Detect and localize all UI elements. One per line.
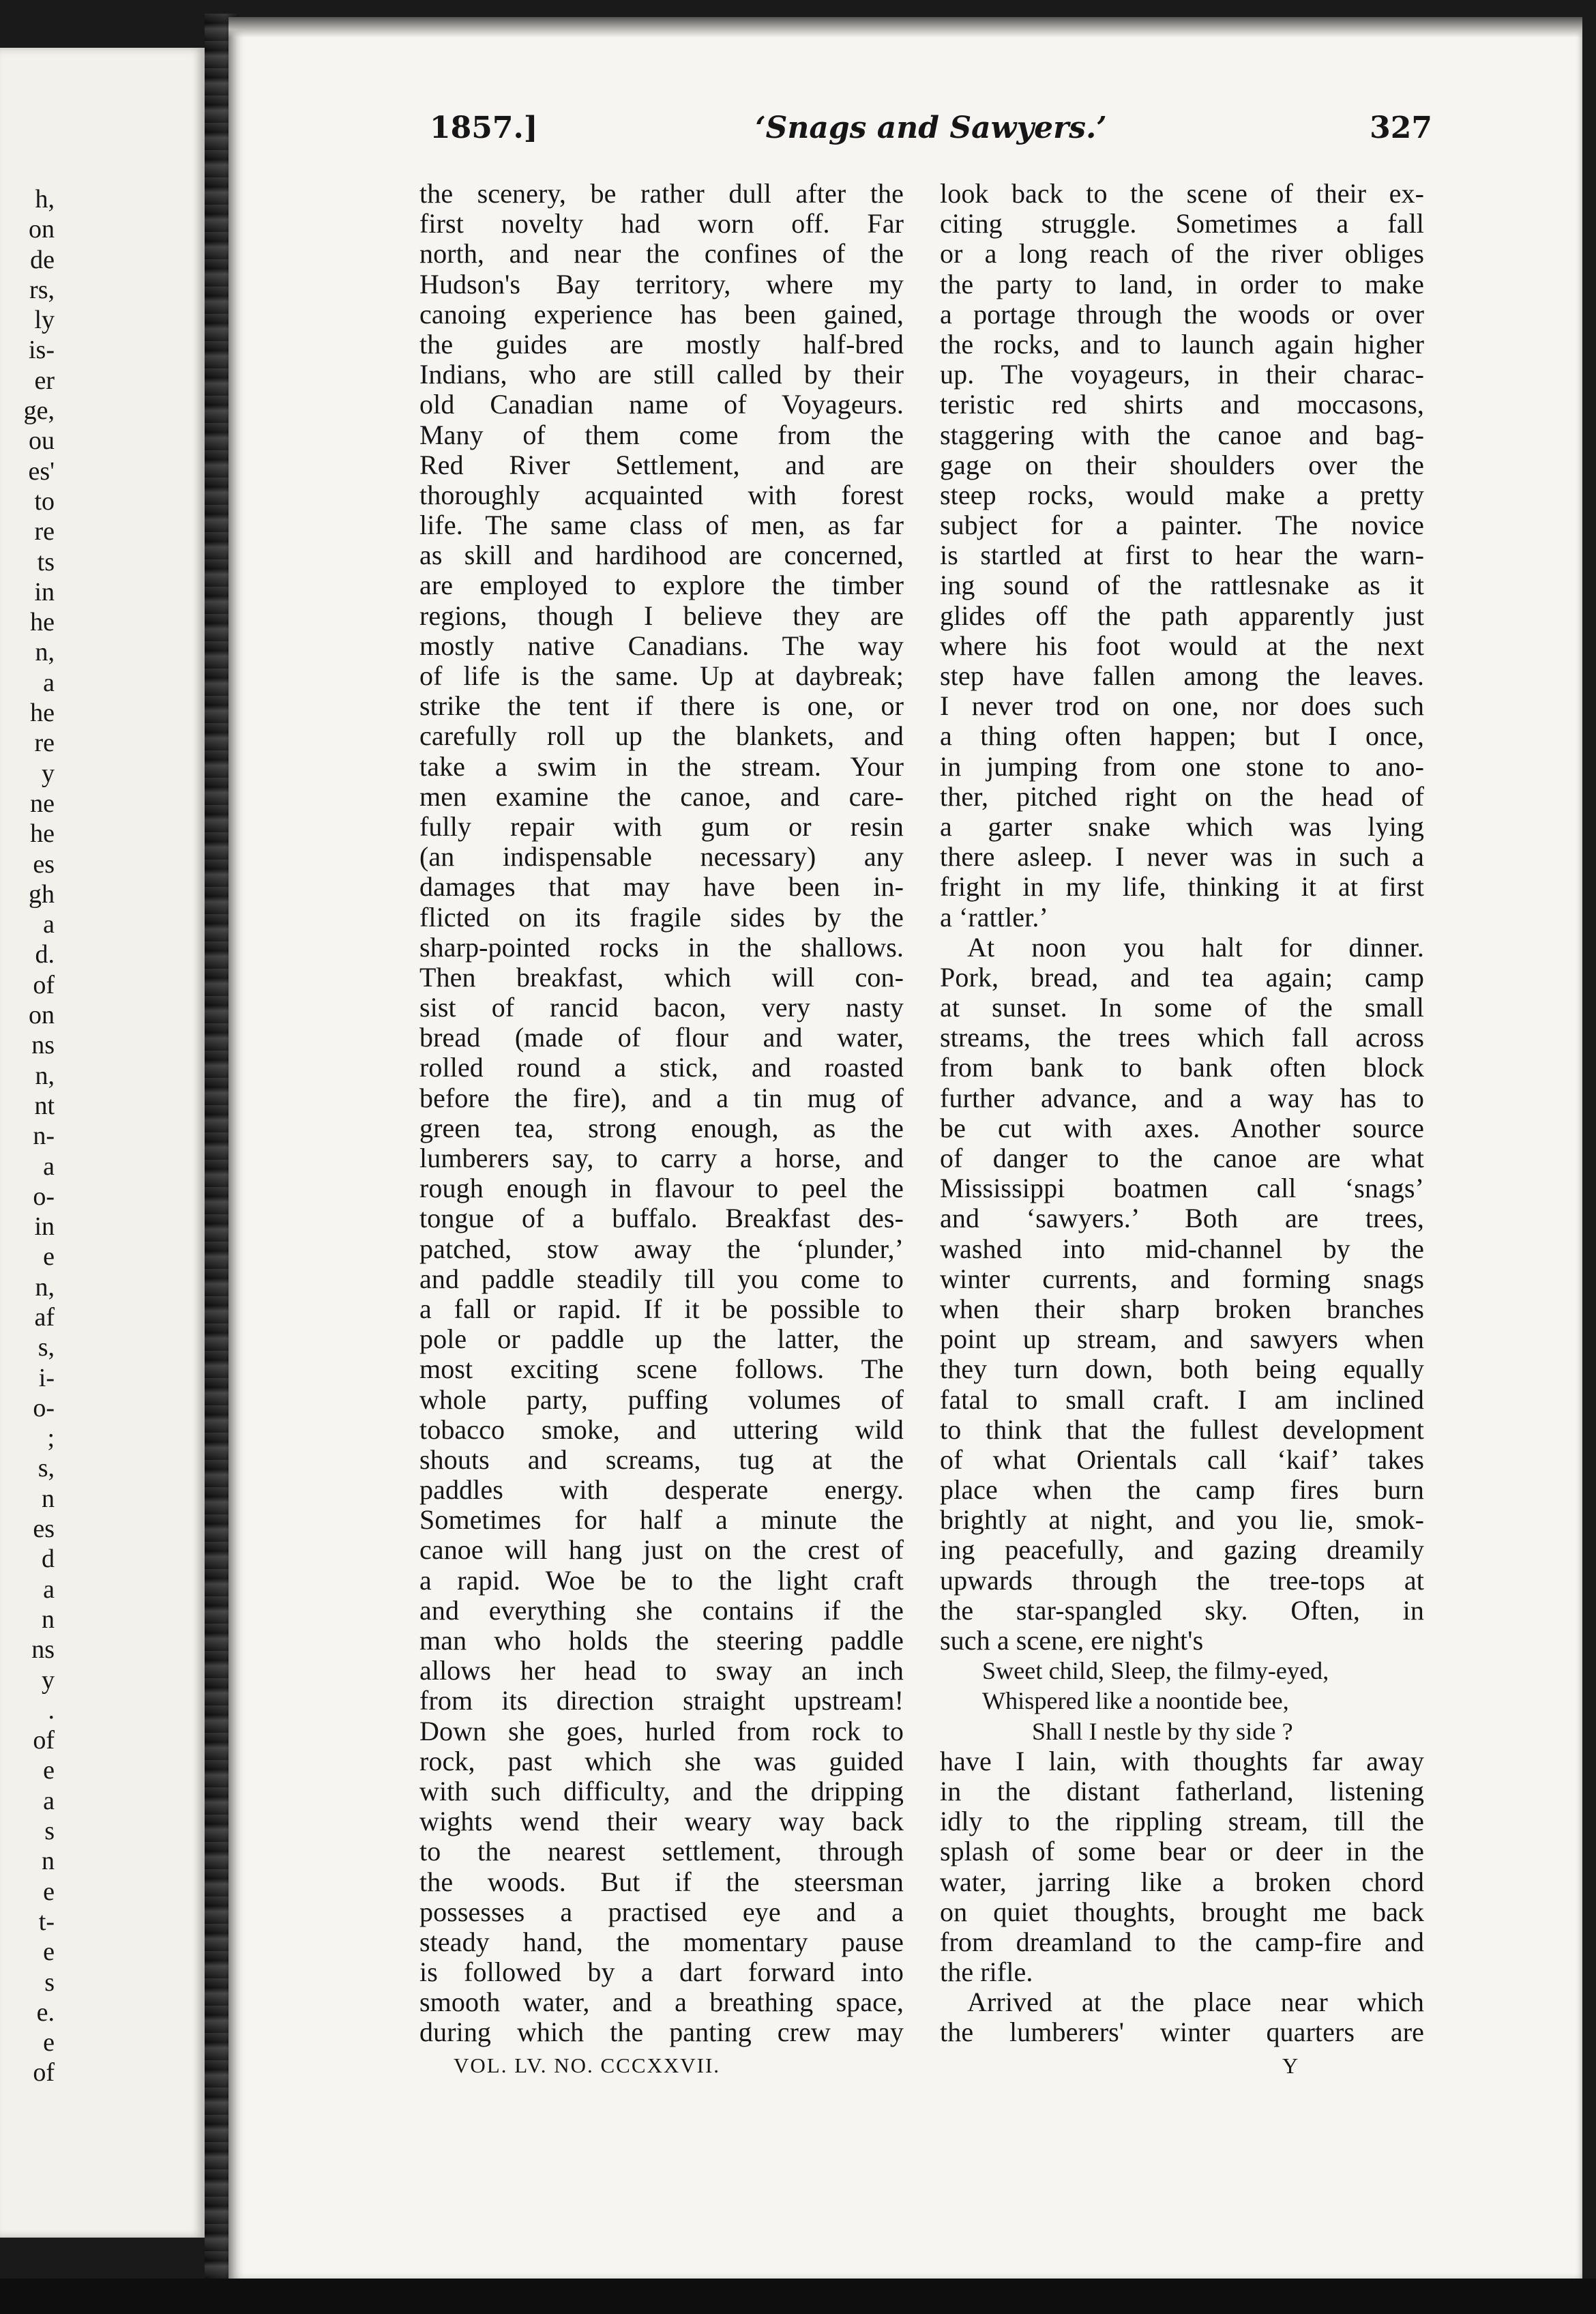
text-line: tobacco smoke, and uttering wild: [419, 1414, 904, 1445]
text-line: where his foot would at the next: [940, 630, 1424, 661]
text-line: fully repair with gum or resin: [419, 810, 904, 842]
text-line: teristic red shirts and moccasons,: [940, 389, 1424, 420]
text-line: rock, past which she was guided: [419, 1745, 904, 1776]
text-line: Pork, bread, and tea again; camp: [940, 961, 1424, 993]
text-line: most exciting scene follows. The: [419, 1353, 904, 1385]
previous-page-fragment: a: [43, 1786, 55, 1815]
text-line: winter currents, and forming snags: [940, 1263, 1424, 1294]
text-line: during which the panting crew may: [419, 2017, 904, 2048]
previous-page-fragment: nt: [34, 1091, 55, 1120]
previous-page-fragment: n,: [35, 1272, 55, 1302]
previous-page-edge: [0, 48, 205, 2238]
text-line: Shall I nestle by thy side ?: [1032, 1717, 1293, 1745]
text-line: to think that the fullest development: [940, 1414, 1424, 1445]
previous-page-fragment: in: [34, 577, 55, 606]
previous-page-fragment: ge,: [23, 396, 55, 426]
previous-page-fragment: y: [42, 1665, 55, 1695]
text-line: patched, stow away the ‘plunder,’: [419, 1233, 904, 1264]
text-line: in jumping from one stone to ano-: [940, 750, 1424, 782]
right-column: [940, 179, 1424, 2048]
previous-page-fragment: t-: [38, 1907, 55, 1936]
previous-page-fragment: ou: [29, 426, 55, 456]
text-line: men examine the canoe, and care-: [419, 780, 904, 812]
text-line: whole party, puffing volumes of: [419, 1383, 904, 1415]
previous-page-text-fragments: [0, 184, 55, 2088]
previous-page-fragment: ;: [47, 1424, 55, 1453]
text-line: paddles with desperate energy.: [419, 1474, 904, 1506]
text-line: and ‘sawyers.’ Both are trees,: [940, 1203, 1424, 1234]
text-line: Arrived at the place near which: [967, 1987, 1424, 2018]
previous-page-fragment: de: [30, 245, 55, 274]
text-line: a rapid. Woe be to the light craft: [419, 1564, 904, 1596]
text-line: Sweet child, Sleep, the filmy-eyed,: [982, 1657, 1329, 1685]
text-line: life. The same class of men, as far: [419, 510, 904, 541]
text-line: north, and near the confines of the: [419, 238, 904, 269]
text-line: the woods. But if the steersman: [419, 1866, 904, 1897]
previous-page-fragment: he: [30, 819, 55, 849]
previous-page-fragment: re: [34, 517, 55, 546]
text-line: staggering with the canoe and bag-: [940, 419, 1424, 450]
page-top-edge: [228, 17, 1582, 38]
previous-page-fragment: es: [33, 849, 55, 879]
text-line: sharp-pointed rocks in the shallows.: [419, 931, 904, 963]
previous-page-fragment: n-: [33, 1122, 55, 1151]
previous-page-fragment: on: [29, 215, 55, 244]
text-line: water, jarring like a broken chord: [940, 1866, 1424, 1897]
running-head: [430, 111, 1432, 151]
text-line: step have fallen among the leaves.: [940, 660, 1424, 691]
text-line: the star-spangled sky. Often, in: [940, 1594, 1424, 1626]
page-number: 327: [1370, 111, 1432, 145]
previous-page-fragment: a: [43, 1575, 55, 1604]
text-line: a ‘rattler.’: [940, 901, 1048, 933]
text-line: Whispered like a noontide bee,: [982, 1687, 1289, 1715]
previous-page-fragment: es: [33, 1514, 55, 1544]
left-column: [419, 179, 904, 2048]
previous-page-fragment: o-: [33, 1182, 55, 1211]
text-line: Then breakfast, which will con-: [419, 961, 904, 993]
text-line: a garter snake which was lying: [940, 810, 1424, 842]
text-line: mostly native Canadians. The way: [419, 630, 904, 661]
text-line: from dreamland to the camp-fire and: [940, 1926, 1424, 1957]
text-line: subject for a painter. The novice: [940, 510, 1424, 541]
text-line: place when the camp fires burn: [940, 1474, 1424, 1506]
previous-page-fragment: s,: [38, 1333, 55, 1362]
text-line: up. The voyageurs, in their charac-: [940, 359, 1424, 390]
text-line: tongue of a buffalo. Breakfast des-: [419, 1203, 904, 1234]
previous-page-fragment: d.: [35, 940, 55, 969]
previous-page-fragment: ns: [31, 1031, 55, 1060]
text-line: they turn down, both being equally: [940, 1353, 1424, 1385]
text-line: rolled round a stick, and roasted: [419, 1052, 904, 1083]
text-line: wights wend their weary way back: [419, 1806, 904, 1837]
scan-bottom-border: [0, 2279, 1596, 2314]
text-line: pole or paddle up the latter, the: [419, 1323, 904, 1355]
text-line: (an indispensable necessary) any: [419, 841, 904, 873]
text-line: fatal to small craft. I am inclined: [940, 1383, 1424, 1415]
previous-page-fragment: s: [44, 1967, 55, 1997]
previous-page-fragment: s: [44, 1817, 55, 1846]
text-line: are employed to explore the timber: [419, 570, 904, 601]
previous-page-fragment: a: [43, 668, 55, 697]
previous-page-fragment: ns: [31, 1635, 55, 1665]
text-line: a thing often happen; but I once,: [940, 720, 1424, 752]
text-line: there asleep. I never was in such a: [940, 841, 1424, 873]
text-line: Mississippi boatmen call ‘snags’: [940, 1173, 1424, 1204]
text-line: of danger to the canoe are what: [940, 1143, 1424, 1173]
text-line: as skill and hardihood are concerned,: [419, 540, 904, 571]
text-line: damages that may have been in-: [419, 871, 904, 903]
text-line: possesses a practised eye and a: [419, 1896, 904, 1927]
text-line: take a swim in the stream. Your: [419, 750, 904, 782]
previous-page-fragment: of: [33, 1726, 55, 1755]
text-line: Red River Settlement, and are: [419, 449, 904, 480]
header-year: 1857.]: [430, 111, 538, 145]
text-line: when their sharp broken branches: [940, 1293, 1424, 1324]
text-line: from bank to bank often block: [940, 1052, 1424, 1083]
text-line: the rifle.: [940, 1957, 1033, 1988]
text-line: the party to land, in order to make: [940, 268, 1424, 299]
text-line: point up stream, and sawyers when: [940, 1323, 1424, 1355]
previous-page-fragment: n: [42, 1484, 55, 1513]
text-line: on quiet thoughts, brought me back: [940, 1896, 1424, 1927]
text-line: upwards through the tree-tops at: [940, 1564, 1424, 1596]
text-line: Indians, who are still called by their: [419, 359, 904, 390]
text-line: bread (made of flour and water,: [419, 1022, 904, 1053]
text-line: canoe will hang just on the crest of: [419, 1534, 904, 1566]
previous-page-fragment: y: [42, 759, 55, 788]
text-line: smooth water, and a breathing space,: [419, 1987, 904, 2018]
text-line: carefully roll up the blankets, and: [419, 720, 904, 752]
text-line: green tea, strong enough, as the: [419, 1112, 904, 1143]
text-line: is startled at first to hear the warn-: [940, 540, 1424, 571]
text-line: streams, the trees which fall across: [940, 1022, 1424, 1053]
text-line: strike the tent if there is one, or: [419, 690, 904, 722]
previous-page-fragment: n,: [35, 638, 55, 667]
previous-page-fragment: of: [33, 970, 55, 999]
previous-page-fragment: i-: [38, 1363, 55, 1392]
previous-page-fragment: of: [33, 2058, 55, 2088]
text-line: from its direction straight upstream!: [419, 1685, 904, 1716]
text-line: I never trod on one, nor does such: [940, 690, 1424, 722]
text-line: allows her head to sway an inch: [419, 1655, 904, 1686]
text-line: gage on their shoulders over the: [940, 449, 1424, 480]
previous-page-fragment: n: [42, 1847, 55, 1876]
text-line: the guides are mostly half-bred: [419, 328, 904, 360]
text-line: the lumberers' winter quarters are: [940, 2017, 1424, 2048]
previous-page-fragment: .: [48, 1695, 55, 1725]
text-line: a portage through the woods or over: [940, 298, 1424, 329]
previous-page-fragment: is-: [29, 336, 55, 365]
previous-page-fragment: o-: [33, 1393, 55, 1422]
previous-page-fragment: e: [43, 1756, 55, 1785]
text-line: ther, pitched right on the head of: [940, 780, 1424, 812]
previous-page-fragment: er: [34, 366, 55, 395]
previous-page-fragment: es': [28, 456, 55, 486]
text-line: the scenery, be rather dull after the: [419, 178, 904, 209]
text-line: old Canadian name of Voyageurs.: [419, 389, 904, 420]
text-line: rough enough in flavour to peel the: [419, 1173, 904, 1204]
previous-page-fragment: e.: [36, 1997, 55, 2027]
text-line: have I lain, with thoughts far away: [940, 1745, 1424, 1776]
text-line: before the fire), and a tin mug of: [419, 1082, 904, 1113]
text-line: is followed by a dart forward into: [419, 1957, 904, 1988]
text-line: in the distant fatherland, listening: [940, 1775, 1424, 1806]
text-line: look back to the scene of their ex-: [940, 178, 1424, 209]
text-line: flicted on its fragile sides by the: [419, 901, 904, 933]
text-line: brightly at night, and you lie, smok-: [940, 1504, 1424, 1536]
text-line: washed into mid-channel by the: [940, 1233, 1424, 1264]
previous-page-fragment: h,: [35, 185, 55, 214]
previous-page-fragment: gh: [29, 879, 55, 909]
previous-page-fragment: n: [42, 1605, 55, 1634]
text-line: splash of some bear or deer in the: [940, 1836, 1424, 1867]
previous-page-fragment: e: [43, 1242, 55, 1272]
previous-page-fragment: he: [30, 699, 55, 728]
text-line: Many of them come from the: [419, 419, 904, 450]
previous-page-fragment: rs,: [29, 275, 55, 304]
previous-page-fragment: ts: [37, 547, 55, 576]
previous-page-fragment: a: [43, 910, 55, 939]
text-line: such a scene, ere night's: [940, 1625, 1204, 1656]
text-line: regions, though I believe they are: [419, 600, 904, 631]
previous-page-fragment: he: [30, 608, 55, 637]
text-line: be cut with axes. Another source: [940, 1112, 1424, 1143]
text-line: fright in my life, thinking it at first: [940, 871, 1424, 903]
previous-page-fragment: to: [34, 486, 55, 516]
text-line: At noon you halt for dinner.: [967, 931, 1424, 963]
text-line: further advance, and a way has to: [940, 1082, 1424, 1113]
text-line: or a long reach of the river obliges: [940, 238, 1424, 269]
signature-letter: Y: [1282, 2053, 1299, 2078]
text-line: of what Orientals call ‘kaif’ takes: [940, 1444, 1424, 1475]
text-line: first novelty had worn off. Far: [419, 208, 904, 239]
text-line: at sunset. In some of the small: [940, 992, 1424, 1023]
previous-page-fragment: d: [42, 1544, 55, 1574]
header-title: ‘Snags and Sawyers.’: [755, 111, 1107, 145]
text-line: canoing experience has been gained,: [419, 298, 904, 329]
text-line: and everything she contains if the: [419, 1594, 904, 1626]
text-line: with such difficulty, and the dripping: [419, 1775, 904, 1806]
signature-mark: VOL. LV. NO. CCCXXVII.: [454, 2053, 721, 2077]
text-line: and paddle steadily till you come to: [419, 1263, 904, 1294]
text-line: Down she goes, hurled from rock to: [419, 1715, 904, 1746]
previous-page-fragment: on: [29, 1001, 55, 1030]
text-line: Hudson's Bay territory, where my: [419, 268, 904, 299]
previous-page-fragment: e: [43, 1937, 55, 1967]
text-line: man who holds the steering paddle: [419, 1625, 904, 1656]
text-line: steady hand, the momentary pause: [419, 1926, 904, 1957]
text-line: steep rocks, would make a pretty: [940, 479, 1424, 510]
previous-page-fragment: re: [34, 729, 55, 758]
text-line: of life is the same. Up at daybreak;: [419, 660, 904, 691]
previous-page-fragment: n,: [35, 1061, 55, 1090]
previous-page-fragment: af: [34, 1302, 55, 1332]
previous-page-fragment: e: [43, 1877, 55, 1906]
previous-page-fragment: ly: [34, 306, 55, 335]
text-line: lumberers say, to carry a horse, and: [419, 1143, 904, 1173]
text-line: shouts and screams, tug at the: [419, 1444, 904, 1475]
previous-page-fragment: e: [43, 2028, 55, 2057]
text-line: idly to the rippling stream, till the: [940, 1806, 1424, 1837]
previous-page-fragment: ne: [30, 789, 55, 818]
text-line: citing struggle. Sometimes a fall: [940, 208, 1424, 239]
text-line: glides off the path apparently just: [940, 600, 1424, 631]
previous-page-fragment: in: [34, 1212, 55, 1242]
text-line: thoroughly acquainted with forest: [419, 479, 904, 510]
text-line: the rocks, and to launch again higher: [940, 328, 1424, 360]
text-line: Sometimes for half a minute the: [419, 1504, 904, 1536]
text-line: a fall or rapid. If it be possible to: [419, 1293, 904, 1324]
text-line: ing sound of the rattlesnake as it: [940, 570, 1424, 601]
text-line: ing peacefully, and gazing dreamily: [940, 1534, 1424, 1566]
text-line: sist of rancid bacon, very nasty: [419, 992, 904, 1023]
text-line: to the nearest settlement, through: [419, 1836, 904, 1867]
previous-page-fragment: s,: [38, 1454, 55, 1483]
previous-page-fragment: a: [43, 1152, 55, 1181]
